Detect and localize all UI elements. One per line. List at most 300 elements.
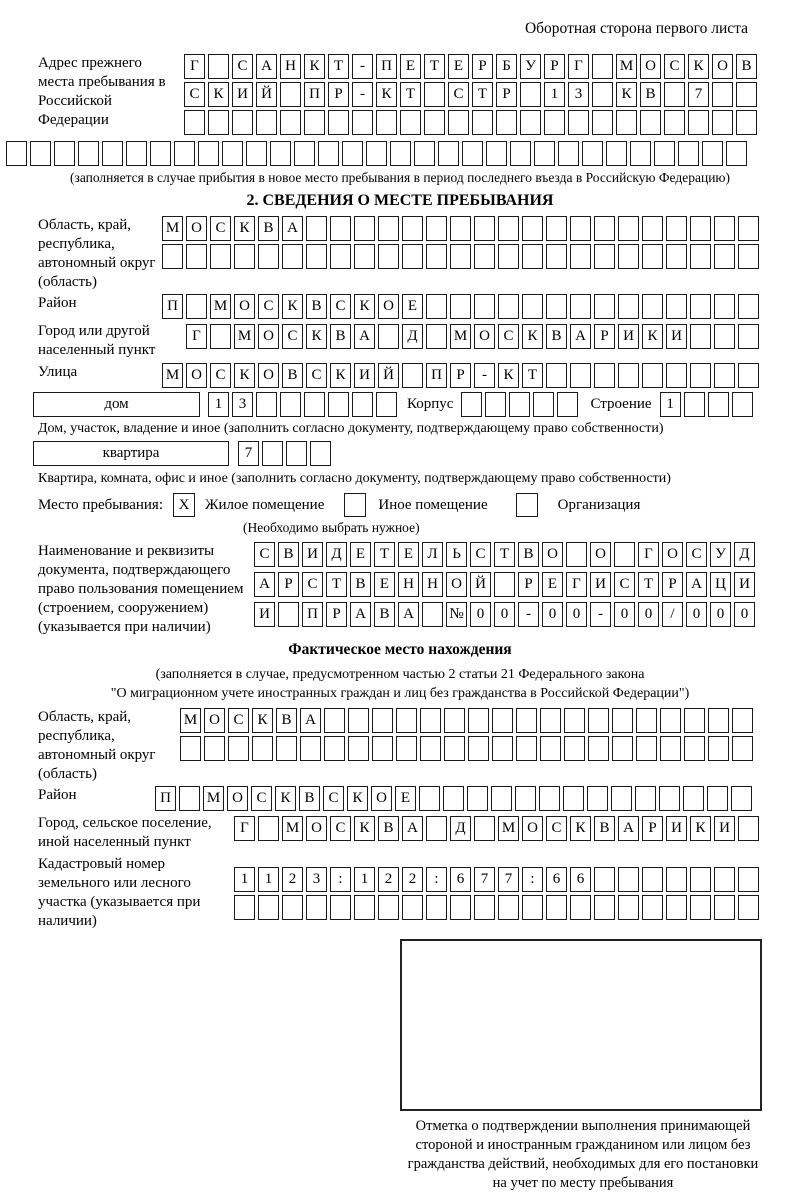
char-cell-filled: 3 bbox=[306, 867, 327, 892]
char-cell-empty bbox=[402, 895, 423, 920]
stamp-caption-line-4: на учет по месту пребывания bbox=[492, 1175, 674, 1191]
char-cell-empty bbox=[280, 110, 301, 135]
char-cell-filled: 6 bbox=[546, 867, 567, 892]
char-cell-empty bbox=[684, 736, 705, 761]
char-cell-empty bbox=[614, 542, 635, 567]
house-cells bbox=[208, 392, 397, 417]
char-cell-empty bbox=[714, 294, 735, 319]
char-cell-filled: С bbox=[546, 816, 567, 841]
char-cell-empty bbox=[557, 392, 578, 417]
char-cell-filled: Т bbox=[424, 54, 445, 79]
stamp-caption-line-3: гражданства действий, необходимых для его постановки bbox=[407, 1156, 759, 1172]
cadastral-row-1 bbox=[234, 867, 759, 892]
char-cell-empty bbox=[666, 867, 687, 892]
char-cell-filled: А bbox=[570, 324, 591, 349]
house-box: дом bbox=[33, 392, 200, 417]
char-cell-empty bbox=[606, 141, 627, 166]
document-row-2 bbox=[254, 572, 755, 597]
prev-address-row-1 bbox=[184, 54, 757, 79]
char-cell-filled: С bbox=[282, 324, 303, 349]
char-cell-filled: А bbox=[254, 572, 275, 597]
char-cell-filled: Е bbox=[350, 542, 371, 567]
residential-label: Жилое помещение bbox=[205, 496, 325, 513]
char-cell-filled: Н bbox=[398, 572, 419, 597]
char-cell-empty bbox=[282, 244, 303, 269]
char-cell-filled: К bbox=[306, 324, 327, 349]
char-cell-empty bbox=[546, 895, 567, 920]
char-cell-empty bbox=[594, 895, 615, 920]
char-cell-filled: Г bbox=[186, 324, 207, 349]
char-cell-empty bbox=[714, 363, 735, 388]
char-cell-filled: Е bbox=[400, 54, 421, 79]
char-cell-empty bbox=[328, 392, 349, 417]
char-cell-filled: Р bbox=[328, 82, 349, 107]
char-cell-filled: Т bbox=[374, 542, 395, 567]
char-cell-empty bbox=[642, 867, 663, 892]
char-cell-filled: К bbox=[688, 54, 709, 79]
char-cell-empty bbox=[666, 216, 687, 241]
char-cell-filled: 7 bbox=[474, 867, 495, 892]
char-cell-filled: П bbox=[376, 54, 397, 79]
char-cell-empty bbox=[6, 141, 27, 166]
char-cell-filled: К bbox=[252, 708, 273, 733]
char-cell-filled: У bbox=[710, 542, 731, 567]
char-cell-empty bbox=[568, 110, 589, 135]
char-cell-empty bbox=[450, 244, 471, 269]
char-cell-filled: С bbox=[184, 82, 205, 107]
char-cell-filled: О bbox=[227, 786, 248, 811]
char-cell-filled: О bbox=[186, 216, 207, 241]
char-cell-filled: И bbox=[254, 602, 275, 627]
char-cell-empty bbox=[306, 895, 327, 920]
char-cell-empty bbox=[570, 216, 591, 241]
char-cell-filled: Р bbox=[326, 602, 347, 627]
korpus-cells bbox=[461, 392, 578, 417]
char-cell-filled: Н bbox=[422, 572, 443, 597]
char-cell-empty bbox=[419, 786, 440, 811]
char-cell-filled: И bbox=[666, 816, 687, 841]
char-cell-filled: М bbox=[498, 816, 519, 841]
char-cell-empty bbox=[485, 392, 506, 417]
char-cell-empty bbox=[714, 867, 735, 892]
char-cell-empty bbox=[426, 324, 447, 349]
section2-title: 2. СВЕДЕНИЯ О МЕСТЕ ПРЕБЫВАНИЯ bbox=[246, 192, 554, 209]
char-cell-empty bbox=[618, 867, 639, 892]
char-cell-empty bbox=[498, 294, 519, 319]
char-cell-empty bbox=[738, 867, 759, 892]
s2-district-row bbox=[38, 294, 800, 319]
char-cell-empty bbox=[474, 216, 495, 241]
char-cell-empty bbox=[286, 441, 307, 466]
char-cell-filled: 1 bbox=[234, 867, 255, 892]
stamp-caption-line-1: Отметка о подтверждении выполнения принимающей bbox=[415, 1118, 751, 1134]
s3-region-label: Область, край, республика, автономный округ (область) bbox=[38, 709, 156, 782]
char-cell-empty bbox=[270, 141, 291, 166]
char-cell-empty bbox=[258, 895, 279, 920]
char-cell-empty bbox=[179, 786, 200, 811]
char-cell-filled: Т bbox=[494, 542, 515, 567]
char-cell-filled: - bbox=[474, 363, 495, 388]
char-cell-empty bbox=[640, 110, 661, 135]
char-cell-empty bbox=[666, 895, 687, 920]
char-cell-empty bbox=[150, 141, 171, 166]
char-cell-filled: К bbox=[330, 363, 351, 388]
char-cell-empty bbox=[354, 895, 375, 920]
char-cell-empty bbox=[366, 141, 387, 166]
organization-label: Организация bbox=[557, 496, 641, 513]
char-cell-empty bbox=[664, 110, 685, 135]
char-cell-empty bbox=[426, 244, 447, 269]
char-cell-filled: 0 bbox=[470, 602, 491, 627]
char-cell-empty bbox=[509, 392, 530, 417]
char-cell-empty bbox=[510, 141, 531, 166]
char-cell-empty bbox=[594, 244, 615, 269]
s3-district-label: Район bbox=[38, 787, 77, 803]
char-cell-filled: К bbox=[498, 363, 519, 388]
char-cell-filled: Б bbox=[496, 54, 517, 79]
char-cell-empty bbox=[376, 392, 397, 417]
char-cell-empty bbox=[540, 736, 561, 761]
char-cell-empty bbox=[592, 82, 613, 107]
char-cell-filled: Т bbox=[638, 572, 659, 597]
char-cell-empty bbox=[282, 895, 303, 920]
char-cell-empty bbox=[496, 110, 517, 135]
char-cell-empty bbox=[690, 867, 711, 892]
char-cell-filled: О bbox=[204, 708, 225, 733]
char-cell-filled: О bbox=[258, 363, 279, 388]
char-cell-filled: И bbox=[666, 324, 687, 349]
char-cell-filled: Ц bbox=[710, 572, 731, 597]
char-cell-filled: В bbox=[736, 54, 757, 79]
char-cell-filled: 6 bbox=[570, 867, 591, 892]
char-cell-filled: С bbox=[306, 363, 327, 388]
char-cell-empty bbox=[498, 216, 519, 241]
char-cell-empty bbox=[467, 786, 488, 811]
char-cell-empty bbox=[280, 392, 301, 417]
prev-address-note: (заполняется в случае прибытия в новое место пребывания в период последнего въезда в Российскую Федерацию) bbox=[69, 170, 731, 185]
char-cell-empty bbox=[708, 736, 729, 761]
char-cell-empty bbox=[516, 708, 537, 733]
char-cell-empty bbox=[642, 895, 663, 920]
char-cell-empty bbox=[736, 82, 757, 107]
char-cell-filled: 1 bbox=[660, 392, 681, 417]
char-cell-empty bbox=[738, 816, 759, 841]
s3-region-row-2 bbox=[180, 736, 753, 761]
apartment-cells bbox=[238, 441, 331, 466]
char-cell-empty bbox=[354, 244, 375, 269]
s3-region-row bbox=[38, 708, 800, 784]
s2-region-row bbox=[38, 216, 800, 292]
char-cell-filled: О bbox=[234, 294, 255, 319]
char-cell-empty bbox=[348, 736, 369, 761]
char-cell-filled: К bbox=[642, 324, 663, 349]
char-cell-filled: В bbox=[306, 294, 327, 319]
char-cell-empty bbox=[690, 294, 711, 319]
char-cell-empty bbox=[468, 708, 489, 733]
s2-city-label: Город или другой населенный пункт bbox=[38, 323, 156, 358]
char-cell-empty bbox=[636, 736, 657, 761]
char-cell-empty bbox=[588, 736, 609, 761]
char-cell-filled: В bbox=[282, 363, 303, 388]
char-cell-filled: К bbox=[354, 816, 375, 841]
char-cell-empty bbox=[738, 895, 759, 920]
char-cell-filled: С bbox=[232, 54, 253, 79]
page-header: Оборотная сторона первого листа bbox=[524, 20, 748, 37]
char-cell-filled: Д bbox=[402, 324, 423, 349]
char-cell-empty bbox=[666, 294, 687, 319]
char-cell-empty bbox=[304, 110, 325, 135]
char-cell-empty bbox=[540, 708, 561, 733]
char-cell-empty bbox=[642, 294, 663, 319]
char-cell-empty bbox=[348, 708, 369, 733]
char-cell-filled: К bbox=[522, 324, 543, 349]
char-cell-filled: 2 bbox=[282, 867, 303, 892]
char-cell-empty bbox=[738, 244, 759, 269]
char-cell-empty bbox=[180, 736, 201, 761]
char-cell-filled: П bbox=[302, 602, 323, 627]
char-cell-empty bbox=[426, 895, 447, 920]
char-cell-filled: Й bbox=[378, 363, 399, 388]
char-cell-empty bbox=[222, 141, 243, 166]
char-cell-empty bbox=[372, 708, 393, 733]
char-cell-empty bbox=[612, 708, 633, 733]
char-cell-empty bbox=[683, 786, 704, 811]
char-cell-filled: 2 bbox=[402, 867, 423, 892]
document-label: Наименование и реквизиты документа, подтверждающего право пользования помещением (строением, сооружением) (указывается при наличии) bbox=[38, 543, 244, 635]
char-cell-empty bbox=[420, 708, 441, 733]
char-cell-empty bbox=[474, 294, 495, 319]
char-cell-empty bbox=[330, 216, 351, 241]
char-cell-empty bbox=[186, 244, 207, 269]
char-cell-filled: Р bbox=[518, 572, 539, 597]
char-cell-empty bbox=[448, 110, 469, 135]
s2-city-row bbox=[38, 322, 800, 360]
document-cells bbox=[254, 542, 755, 630]
char-cell-empty bbox=[306, 244, 327, 269]
char-cell-filled: У bbox=[520, 54, 541, 79]
char-cell-empty bbox=[396, 708, 417, 733]
char-cell-empty bbox=[262, 441, 283, 466]
char-cell-empty bbox=[618, 294, 639, 319]
char-cell-filled: 1 bbox=[258, 867, 279, 892]
prev-address-cells bbox=[184, 54, 757, 138]
s2-house-row bbox=[33, 392, 800, 417]
char-cell-empty bbox=[594, 216, 615, 241]
char-cell-filled: Р bbox=[544, 54, 565, 79]
char-cell-empty bbox=[630, 141, 651, 166]
char-cell-filled: В bbox=[518, 542, 539, 567]
house-note: Дом, участок, владение и иное (заполнить согласно документу, подтверждающему право собственности) bbox=[38, 421, 664, 436]
char-cell-empty bbox=[708, 392, 729, 417]
char-cell-filled: Р bbox=[642, 816, 663, 841]
document-row-3 bbox=[254, 602, 755, 627]
char-cell-filled: И bbox=[734, 572, 755, 597]
char-cell-empty bbox=[684, 392, 705, 417]
char-cell-empty bbox=[582, 141, 603, 166]
char-cell-empty bbox=[354, 216, 375, 241]
s2-street-cells bbox=[162, 363, 759, 388]
s3-city-cells bbox=[234, 816, 759, 841]
char-cell-empty bbox=[450, 895, 471, 920]
char-cell-empty bbox=[444, 736, 465, 761]
char-cell-filled: Р bbox=[472, 54, 493, 79]
char-cell-filled: - bbox=[590, 602, 611, 627]
other-premises-label: Иное помещение bbox=[378, 496, 488, 513]
char-cell-filled: А bbox=[398, 602, 419, 627]
char-cell-empty bbox=[594, 867, 615, 892]
char-cell-filled: К bbox=[570, 816, 591, 841]
char-cell-empty bbox=[618, 895, 639, 920]
char-cell-empty bbox=[376, 110, 397, 135]
char-cell-empty bbox=[544, 110, 565, 135]
char-cell-empty bbox=[522, 244, 543, 269]
char-cell-empty bbox=[522, 294, 543, 319]
char-cell-empty bbox=[592, 110, 613, 135]
char-cell-filled: 1 bbox=[208, 392, 229, 417]
char-cell-empty bbox=[642, 363, 663, 388]
char-cell-empty bbox=[378, 324, 399, 349]
char-cell-filled: А bbox=[686, 572, 707, 597]
stay-type-row bbox=[38, 493, 800, 517]
char-cell-empty bbox=[636, 708, 657, 733]
char-cell-filled: В bbox=[278, 542, 299, 567]
char-cell-filled: В bbox=[374, 602, 395, 627]
char-cell-filled: Й bbox=[256, 82, 277, 107]
char-cell-empty bbox=[304, 392, 325, 417]
char-cell-filled: С bbox=[323, 786, 344, 811]
char-cell-empty bbox=[450, 216, 471, 241]
char-cell-empty bbox=[618, 363, 639, 388]
char-cell-empty bbox=[618, 216, 639, 241]
char-cell-filled: 0 bbox=[566, 602, 587, 627]
char-cell-filled: В bbox=[378, 816, 399, 841]
char-cell-empty bbox=[618, 244, 639, 269]
char-cell-empty bbox=[232, 110, 253, 135]
char-cell-filled: Р bbox=[496, 82, 517, 107]
char-cell-empty bbox=[162, 244, 183, 269]
apartment-box: квартира bbox=[33, 441, 229, 466]
char-cell-filled: Т bbox=[472, 82, 493, 107]
char-cell-empty bbox=[102, 141, 123, 166]
char-cell-empty bbox=[228, 736, 249, 761]
char-cell-empty bbox=[566, 542, 587, 567]
char-cell-filled: О bbox=[522, 816, 543, 841]
char-cell-filled: С bbox=[228, 708, 249, 733]
char-cell-filled: 6 bbox=[450, 867, 471, 892]
actual-location-note-1: (заполняется в случае, предусмотренном частью 2 статьи 21 Федерального закона bbox=[155, 667, 645, 682]
char-cell-filled: 0 bbox=[710, 602, 731, 627]
char-cell-empty bbox=[256, 110, 277, 135]
char-cell-filled: - bbox=[352, 82, 373, 107]
char-cell-filled: Д bbox=[734, 542, 755, 567]
char-cell-empty bbox=[736, 110, 757, 135]
char-cell-filled: С bbox=[258, 294, 279, 319]
char-cell-empty bbox=[492, 708, 513, 733]
char-cell-filled: О bbox=[378, 294, 399, 319]
char-cell-filled: 3 bbox=[232, 392, 253, 417]
char-cell-empty bbox=[498, 895, 519, 920]
char-cell-filled: О bbox=[542, 542, 563, 567]
char-cell-filled: : bbox=[522, 867, 543, 892]
s3-region-cells bbox=[180, 708, 753, 764]
char-cell-empty bbox=[666, 363, 687, 388]
char-cell-empty bbox=[258, 244, 279, 269]
char-cell-filled: И bbox=[354, 363, 375, 388]
char-cell-empty bbox=[690, 244, 711, 269]
char-cell-filled: Й bbox=[470, 572, 491, 597]
char-cell-filled: А bbox=[618, 816, 639, 841]
char-cell-filled: О bbox=[446, 572, 467, 597]
char-cell-filled: 1 bbox=[544, 82, 565, 107]
char-cell-empty bbox=[515, 786, 536, 811]
korpus-label: Корпус bbox=[407, 396, 454, 412]
char-cell-empty bbox=[635, 786, 656, 811]
char-cell-empty bbox=[318, 141, 339, 166]
char-cell-empty bbox=[352, 392, 373, 417]
char-cell-empty bbox=[204, 736, 225, 761]
char-cell-empty bbox=[390, 141, 411, 166]
char-cell-empty bbox=[732, 736, 753, 761]
char-cell-empty bbox=[258, 816, 279, 841]
char-cell-filled: С bbox=[498, 324, 519, 349]
char-cell-empty bbox=[712, 110, 733, 135]
char-cell-filled: 7 bbox=[688, 82, 709, 107]
char-cell-empty bbox=[678, 141, 699, 166]
char-cell-empty bbox=[688, 110, 709, 135]
char-cell-empty bbox=[402, 244, 423, 269]
char-cell-filled: В bbox=[330, 324, 351, 349]
char-cell-empty bbox=[664, 82, 685, 107]
char-cell-empty bbox=[378, 895, 399, 920]
char-cell-filled: П bbox=[426, 363, 447, 388]
char-cell-filled: М bbox=[180, 708, 201, 733]
char-cell-filled: М bbox=[450, 324, 471, 349]
char-cell-filled: С bbox=[251, 786, 272, 811]
char-cell-empty bbox=[533, 392, 554, 417]
char-cell-filled: В bbox=[299, 786, 320, 811]
char-cell-empty bbox=[690, 216, 711, 241]
char-cell-empty bbox=[738, 363, 759, 388]
char-cell-empty bbox=[570, 244, 591, 269]
char-cell-empty bbox=[468, 736, 489, 761]
char-cell-filled: Т bbox=[522, 363, 543, 388]
char-cell-empty bbox=[539, 786, 560, 811]
char-cell-empty bbox=[684, 708, 705, 733]
char-cell-filled: С bbox=[210, 216, 231, 241]
char-cell-filled: М bbox=[203, 786, 224, 811]
s2-street-label: Улица bbox=[38, 364, 78, 380]
char-cell-empty bbox=[78, 141, 99, 166]
char-cell-filled: В bbox=[350, 572, 371, 597]
char-cell-empty bbox=[522, 216, 543, 241]
stamp-caption-line-2: стороной и иностранным гражданином или лицом без bbox=[415, 1137, 751, 1153]
char-cell-empty bbox=[414, 141, 435, 166]
char-cell-empty bbox=[342, 141, 363, 166]
char-cell-filled: Д bbox=[450, 816, 471, 841]
char-cell-filled: : bbox=[330, 867, 351, 892]
char-cell-filled: Г bbox=[568, 54, 589, 79]
s2-apartment-row bbox=[33, 441, 800, 466]
char-cell-filled: К bbox=[234, 216, 255, 241]
char-cell-empty bbox=[564, 736, 585, 761]
char-cell-empty bbox=[402, 363, 423, 388]
stroenie-label: Строение bbox=[590, 396, 652, 412]
char-cell-filled: К bbox=[354, 294, 375, 319]
char-cell-filled: 7 bbox=[238, 441, 259, 466]
char-cell-empty bbox=[474, 895, 495, 920]
char-cell-empty bbox=[472, 110, 493, 135]
char-cell-filled: / bbox=[662, 602, 683, 627]
